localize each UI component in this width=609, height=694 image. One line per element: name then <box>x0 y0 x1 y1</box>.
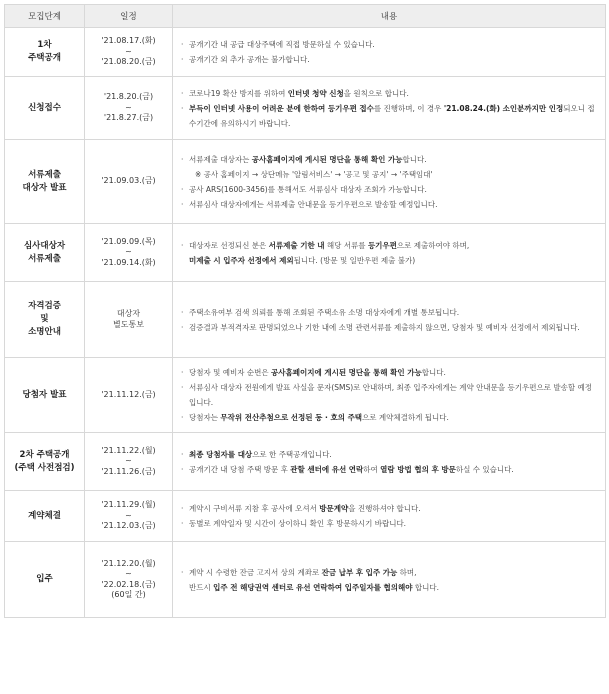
table-row <box>5 224 606 282</box>
content-text: 코로나19 확산 방지를 위하여 <box>189 88 288 98</box>
stage-cell <box>5 542 85 618</box>
content-cell <box>173 282 606 358</box>
content-text: 해당 서류를 <box>324 240 368 250</box>
content-line <box>181 167 597 182</box>
bullet-icon: · <box>181 88 184 98</box>
date-text: ~ <box>125 510 132 520</box>
date-text: '21.11.22.(월) <box>101 445 156 455</box>
stage-label: 주택공개 <box>28 53 61 63</box>
content-text: 됩니다. (방문 및 일반우편 제출 불가) <box>293 255 416 265</box>
content-line <box>181 462 597 477</box>
content-line <box>181 580 597 595</box>
date-text: '21.8.20.(금) <box>103 92 154 102</box>
stage-cell <box>5 28 85 77</box>
table-row <box>5 28 606 77</box>
content-text: 으로 한 주택공개입니다. <box>252 449 332 459</box>
date-text: '21.11.26.(금) <box>101 466 156 476</box>
date-cell <box>85 282 173 358</box>
stage-label: 당첨자 발표 <box>22 389 67 400</box>
content-line <box>181 320 597 335</box>
content-line <box>181 305 597 320</box>
table-row <box>5 140 606 224</box>
date-cell <box>85 224 173 282</box>
content-text: 서류심사 대상자 전원에게 발표 사실을 문자(SMS)로 안내하며, 최종 입주자에게는 계약 안내문을 등기우편으로 발송할 예정입니다. <box>189 383 592 407</box>
bullet-icon: · <box>181 199 184 209</box>
content-line <box>181 86 597 101</box>
date-text: '21.8.27.(금) <box>103 113 154 123</box>
content-cell <box>173 77 606 140</box>
content-cell <box>173 433 606 491</box>
content-text: 을 원칙으로 합니다. <box>343 88 409 98</box>
date-cell <box>85 542 173 618</box>
content-line <box>181 37 597 52</box>
content-text: 공개기간 내 공급 대상주택에 직접 방문하실 수 있습니다. <box>189 40 375 49</box>
date-text: 대상자 <box>116 309 141 318</box>
content-text: 서류심사 대상자에게는 서류제출 안내문을 등기우편으로 발송할 예정입니다. <box>189 199 438 209</box>
content-text: 계약시 구비서류 지참 후 공사에 오셔서 <box>189 504 320 513</box>
stage-label: 1차 <box>37 40 52 50</box>
stage-label: 및 <box>40 314 49 324</box>
content-note: ※ 공사 홈페이지 → 상단메뉴 '알림서비스' → '공고 및 공지' → '주택임대' <box>195 169 433 179</box>
table-row <box>5 433 606 491</box>
content-emphasis: 부득이 인터넷 사용이 어려운 분에 한하여 등기우편 접수 <box>189 103 374 113</box>
content-emphasis: 서류제출 기한 내 <box>268 240 325 250</box>
stage-label: 입주 <box>36 574 53 584</box>
content-text: 합니다. <box>421 368 446 377</box>
date-cell <box>85 140 173 224</box>
content-text: 합니다. <box>402 154 427 164</box>
content-emphasis: 등기우편 <box>367 240 397 250</box>
bullet-icon: · <box>181 464 184 474</box>
content-cell <box>173 491 606 542</box>
header-date: 일정 <box>85 5 173 28</box>
content-cell <box>173 140 606 224</box>
stage-label: 계약체결 <box>28 510 61 521</box>
content-line <box>181 197 597 212</box>
content-emphasis: 열람 방법 협의 후 방문 <box>380 464 456 474</box>
content-text: 을 진행하셔야 합니다. <box>348 504 421 513</box>
bullet-icon: · <box>181 184 184 194</box>
stage-cell <box>5 282 85 358</box>
date-cell <box>85 491 173 542</box>
content-text: 합니다. <box>412 582 440 592</box>
stage-label: 서류제출 <box>28 253 61 264</box>
content-line <box>181 253 597 268</box>
content-emphasis: 공사홈페이지에 게시된 명단을 통해 확인 가능 <box>271 368 422 377</box>
date-text: ~ <box>125 46 132 56</box>
content-text: 공개기간 내 당첨 주택 방문 후 <box>189 464 291 474</box>
table-header-row <box>5 5 606 28</box>
bullet-icon: · <box>181 40 184 49</box>
stage-label: (주택 사전점검) <box>14 462 75 473</box>
date-cell <box>85 77 173 140</box>
stage-cell <box>5 140 85 224</box>
content-line <box>181 380 597 410</box>
content-cell <box>173 28 606 77</box>
content-line <box>181 501 597 516</box>
content-text: 대상자로 선정되신 분은 <box>189 240 269 250</box>
date-text: '21.09.09.(목) <box>101 236 156 246</box>
content-line <box>181 365 597 380</box>
stage-label: 소명안내 <box>28 327 61 337</box>
bullet-icon: · <box>181 368 184 377</box>
bullet-icon: · <box>181 449 184 459</box>
content-text: 공개기간 외 추가 공개는 불가합니다. <box>189 55 310 64</box>
content-line <box>181 410 597 425</box>
bullet-icon: · <box>181 383 184 392</box>
stage-label: 심사대상자 <box>23 240 66 251</box>
table-row <box>5 282 606 358</box>
table-row <box>5 491 606 542</box>
bullet-icon: · <box>181 413 184 422</box>
bullet-icon: · <box>181 55 184 64</box>
content-cell <box>173 224 606 282</box>
date-text: '21.09.03.(금) <box>101 176 156 186</box>
content-text: 되오니 접수기간에 유의하시기 바랍니다. <box>189 103 595 128</box>
content-line <box>181 238 597 253</box>
schedule-table <box>4 4 606 618</box>
stage-label: 자격검증 <box>28 301 61 311</box>
content-emphasis: 잔금 납부 후 입주 가능 <box>321 567 398 577</box>
content-emphasis: 공사홈페이지에 게시된 명단을 통해 확인 가능 <box>251 154 403 164</box>
content-line <box>181 447 597 462</box>
date-text: '21.12.20.(월) <box>101 558 156 568</box>
date-text: '21.11.29.(월) <box>101 500 156 510</box>
stage-cell <box>5 358 85 433</box>
content-emphasis: 관할 센터에 유선 연락 <box>290 464 364 474</box>
content-line <box>181 52 597 67</box>
date-text: (60일 간) <box>111 590 146 599</box>
date-text: ~ <box>125 102 132 112</box>
stage-cell <box>5 77 85 140</box>
content-text: 검증결과 부적격자로 판명되었으나 기한 내에 소명 관련서류를 제출하지 않으면, 당첨자 및 예비자 선정에서 제외됩니다. <box>189 322 580 332</box>
bullet-icon: · <box>181 322 184 332</box>
date-text: '22.02.18.(금) <box>101 579 156 589</box>
stage-cell <box>5 224 85 282</box>
content-line <box>181 516 597 531</box>
content-text: 당첨자 및 예비자 순번은 <box>189 368 271 377</box>
content-text: 반드시 <box>189 582 214 592</box>
date-cell <box>85 433 173 491</box>
date-text: '21.12.03.(금) <box>101 521 156 531</box>
content-emphasis: 방문계약 <box>319 504 349 513</box>
date-text: ~ <box>125 247 132 257</box>
content-text: 하실 수 있습니다. <box>455 464 514 474</box>
content-text: 하여 <box>363 464 381 474</box>
content-text: 를 진행하며, 이 경우 <box>373 103 444 113</box>
content-text: 계약 시 수령한 잔금 고지서 상의 계좌로 <box>189 567 322 577</box>
bullet-icon: · <box>181 307 184 317</box>
stage-cell <box>5 491 85 542</box>
content-text: 으로 제출하여야 하며, <box>396 240 470 250</box>
date-text: ~ <box>125 569 132 578</box>
date-text: '21.09.14.(화) <box>101 257 156 267</box>
content-line <box>181 152 597 167</box>
header-content: 내용 <box>173 5 606 28</box>
date-cell <box>85 28 173 77</box>
content-text: 하며, <box>397 567 417 577</box>
date-text: ~ <box>125 456 132 466</box>
date-text: 별도통보 <box>113 319 144 329</box>
content-text: 서류제출 대상자는 <box>189 154 252 164</box>
bullet-icon: · <box>181 240 184 250</box>
bullet-icon: · <box>181 504 184 513</box>
stage-label: 신청접수 <box>28 102 61 113</box>
content-text: 주택소유여부 검색 의뢰를 통해 조회된 주택소유 소명 대상자에게 개별 통보됩니다. <box>189 307 460 317</box>
stage-label: 서류제출 <box>28 169 61 180</box>
bullet-icon: · <box>181 567 184 577</box>
content-emphasis: 인터넷 청약 신청 <box>287 88 344 98</box>
header-stage: 모집단계 <box>5 5 85 28</box>
content-text: 공사 ARS(1600-3456)를 통해서도 서류심사 대상자 조회가 가능합니다. <box>189 184 427 194</box>
content-emphasis: 입주 전 해당권역 센터로 유선 연락하여 입주일자를 협의해야 <box>213 582 413 592</box>
content-cell <box>173 542 606 618</box>
stage-cell <box>5 433 85 491</box>
stage-label: 2차 주택공개 <box>19 449 70 460</box>
content-text: 동별로 계약일자 및 시간이 상이하니 확인 후 방문하시기 바랍니다. <box>189 519 407 528</box>
content-line <box>181 565 597 580</box>
content-emphasis: 무작위 전산추첨으로 선정된 동 · 호의 주택 <box>220 413 363 422</box>
content-line <box>181 182 597 197</box>
date-text: '21.08.17.(화) <box>101 36 156 46</box>
table-row <box>5 358 606 433</box>
content-emphasis: '21.08.24.(화) 소인분까지만 인정 <box>443 103 564 113</box>
content-emphasis: 미제출 시 입주자 선정에서 제외 <box>189 255 294 265</box>
content-line <box>181 101 597 131</box>
stage-label: 대상자 발표 <box>22 182 67 193</box>
content-text: 당첨자는 <box>189 413 221 422</box>
table-row <box>5 542 606 618</box>
bullet-icon: · <box>181 519 184 528</box>
bullet-icon: · <box>181 103 184 113</box>
content-emphasis: 최종 당첨자를 대상 <box>189 449 253 459</box>
date-cell <box>85 358 173 433</box>
bullet-icon: · <box>181 154 184 164</box>
table-row <box>5 77 606 140</box>
content-cell <box>173 358 606 433</box>
date-text: '21.11.12.(금) <box>101 389 156 399</box>
date-text: '21.08.20.(금) <box>101 57 156 67</box>
content-text: 으로 계약체결하게 됩니다. <box>362 413 449 422</box>
